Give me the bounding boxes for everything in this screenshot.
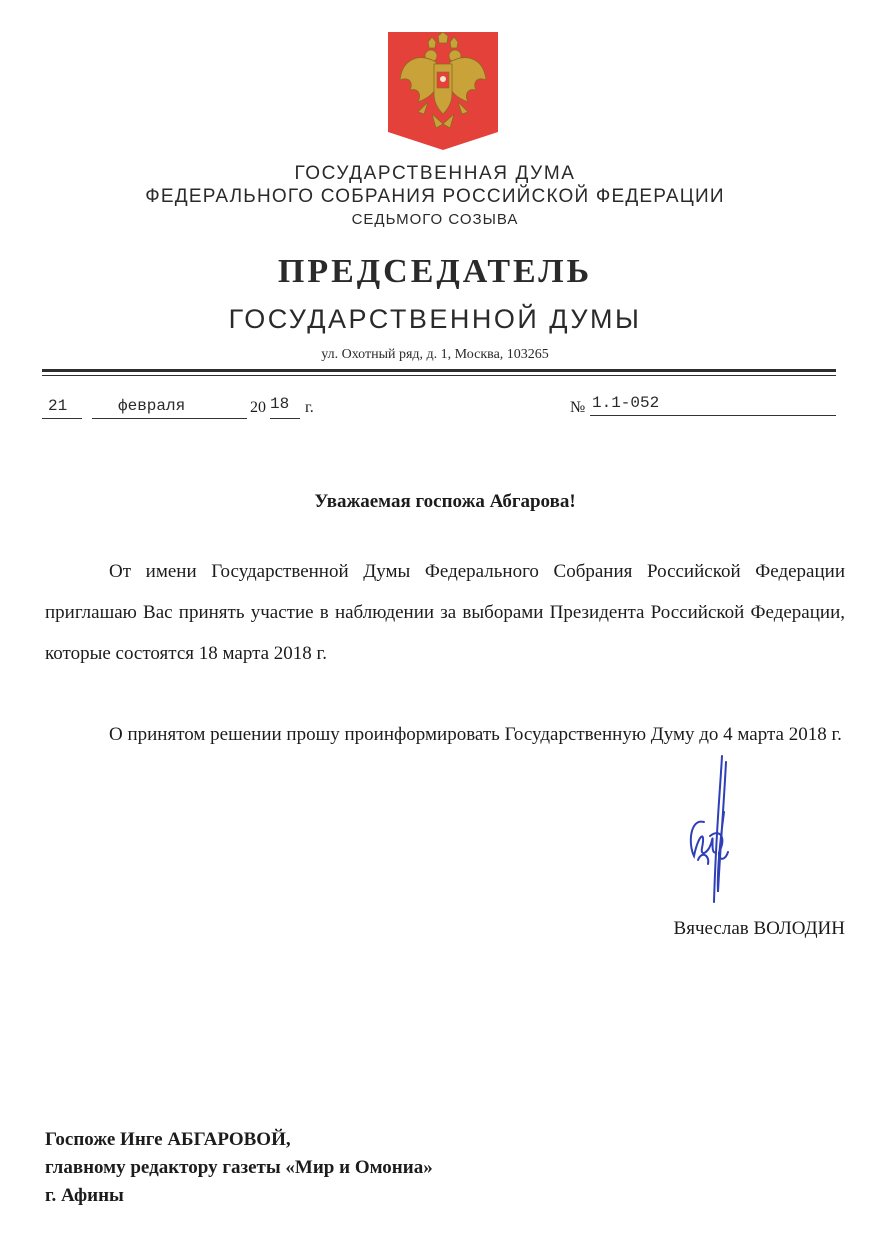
- number-sign: №: [570, 399, 586, 416]
- signer-name: Вячеслав ВОЛОДИН: [673, 918, 845, 939]
- date-year-underline: [270, 418, 300, 419]
- addressee-position: главному редактору газеты «Мир и Омониа»: [45, 1157, 433, 1178]
- date-month-underline: [92, 418, 247, 419]
- salutation: Уважаемая госпожа Абгарова!: [314, 491, 576, 512]
- addressee-name: Госпоже Инге АБГАРОВОЙ,: [45, 1129, 291, 1150]
- coat-of-arms-emblem: [388, 32, 498, 150]
- body-paragraph: О принятом решении прошу проинформировать Государственную Думу до 4 марта 2018 г.: [109, 724, 842, 745]
- header-line-duma: ГОСУДАРСТВЕННАЯ ДУМА: [294, 163, 576, 184]
- letterhead-title: ПРЕДСЕДАТЕЛЬ: [277, 253, 593, 290]
- letterhead-address: ул. Охотный ряд, д. 1, Москва, 103265: [321, 347, 549, 362]
- addressee-city: г. Афины: [45, 1185, 124, 1206]
- date-year-suffix: г.: [305, 399, 314, 416]
- letterhead-subtitle: ГОСУДАРСТВЕННОЙ ДУМЫ: [228, 304, 642, 334]
- header-line-assembly: ФЕДЕРАЛЬНОГО СОБРАНИЯ РОССИЙСКОЙ ФЕДЕРАЦИИ: [145, 186, 725, 207]
- header-divider-thin: [42, 375, 836, 376]
- handwritten-signature: [680, 752, 740, 912]
- date-day: 21: [48, 397, 68, 415]
- date-year: 18: [270, 395, 290, 413]
- date-day-underline: [42, 418, 82, 419]
- date-year-prefix: 20: [250, 399, 266, 416]
- header-divider-thick: [42, 369, 836, 372]
- date-month: февраля: [118, 397, 186, 415]
- body-paragraph: От имени Государственной Думы Федерального Собрания Российской Федерации приглашаю Вас принять участие в наблюдении за выборами Президента Российской Федерации, которые состоятся 18 марта 2018 г.: [45, 561, 845, 664]
- header-line-convocation: СЕДЬМОГО СОЗЫВА: [351, 211, 519, 228]
- document-number: 1.1-052: [592, 394, 660, 412]
- document-number-underline: [590, 415, 836, 416]
